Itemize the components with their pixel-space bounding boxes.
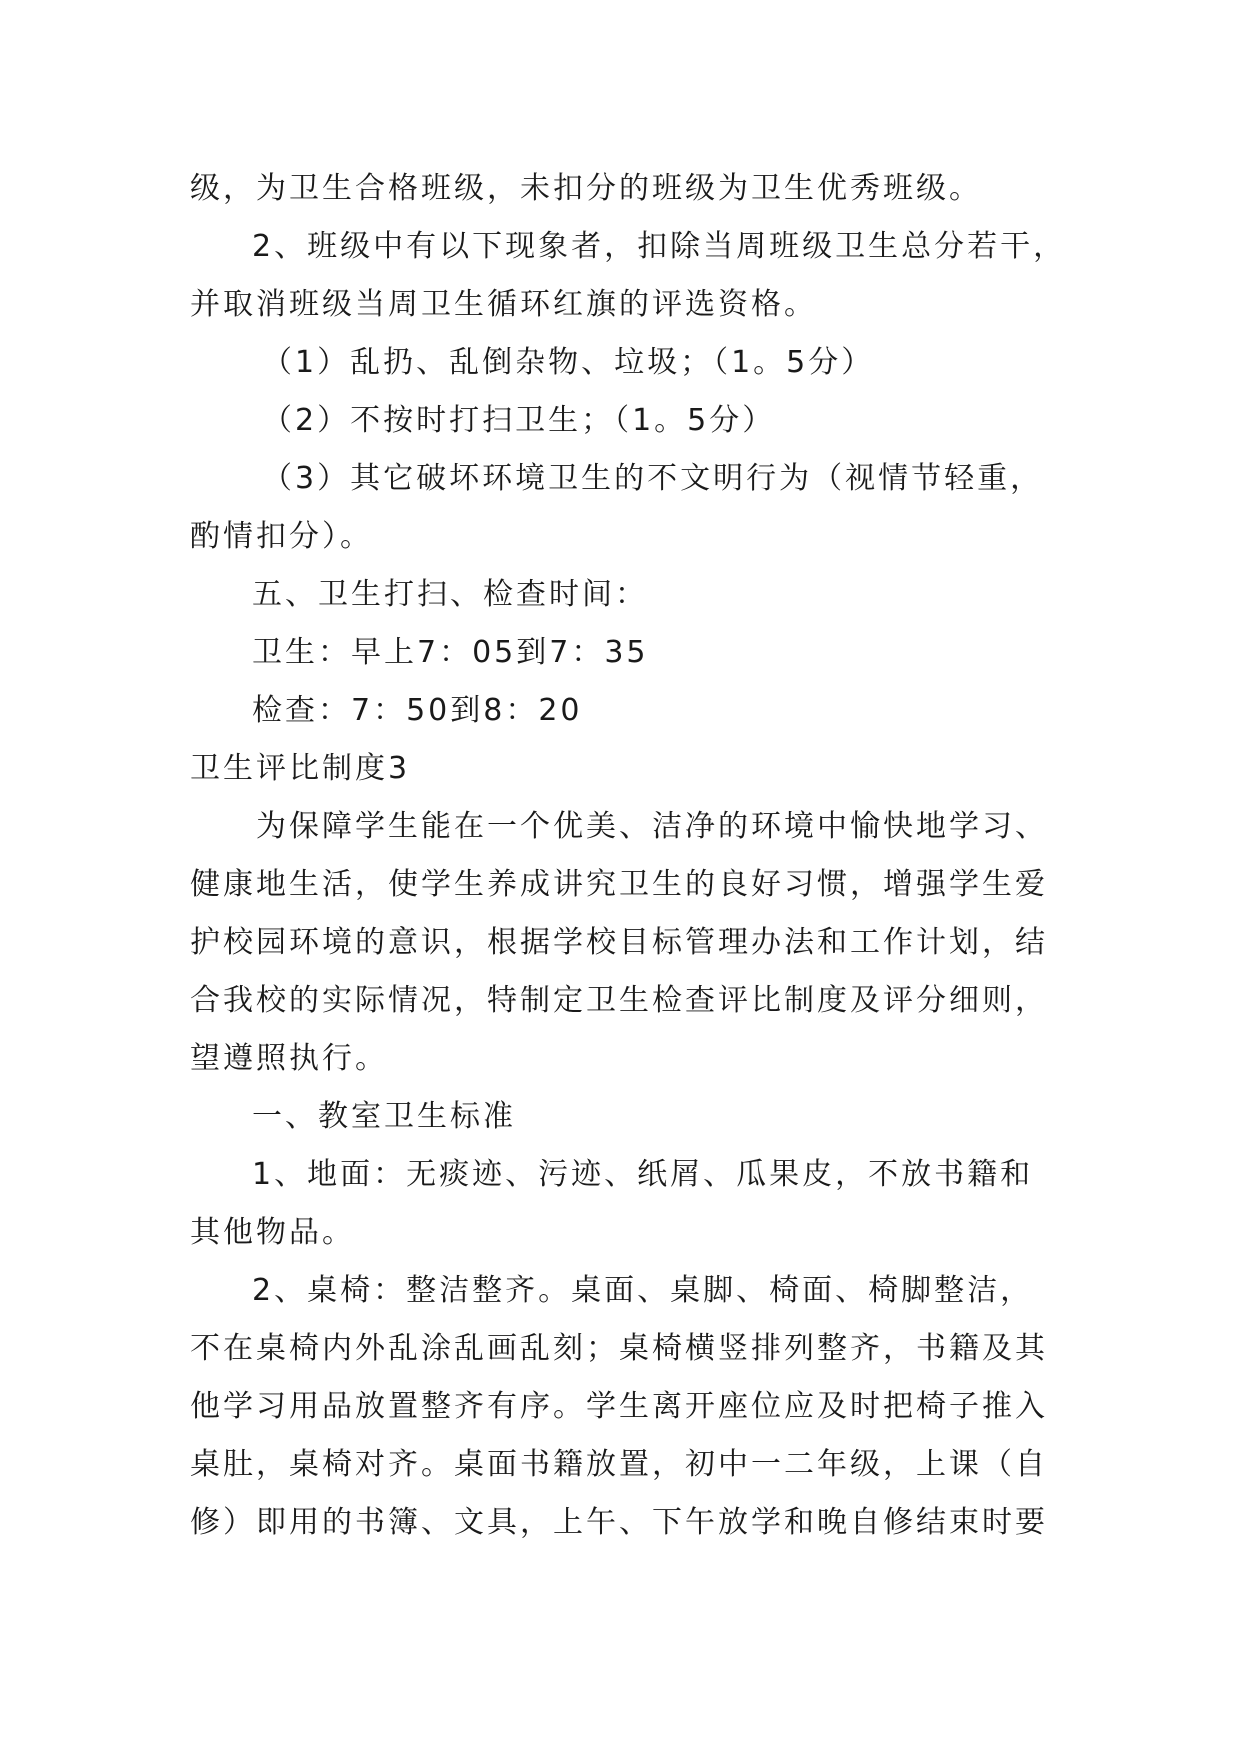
text-line: 酌情扣分）。 [190, 519, 373, 554]
text-line: 并取消班级当周卫生循环红旗的评选资格。 [190, 287, 817, 322]
text-line: 1、地面：无痰迹、污迹、纸屑、瓜果皮，不放书籍和 [252, 1157, 1034, 1192]
text-line: 望遵照执行。 [190, 1041, 388, 1076]
text-line: 不在桌椅内外乱涂乱画乱刻；桌椅横竖排列整齐，书籍及其 [190, 1331, 1048, 1366]
text-line: 他学习用品放置整齐有序。学生离开座位应及时把椅子推入 [190, 1389, 1048, 1424]
document-title: 卫生评比制度3 [190, 751, 411, 786]
text-line: 护校园环境的意识，根据学校目标管理办法和工作计划，结 [190, 925, 1048, 960]
text-line: 卫生：早上7：05到7：35 [252, 635, 649, 670]
text-line: 检查：7：50到8：20 [252, 693, 583, 728]
section-heading: 五、卫生打扫、检查时间： [252, 577, 648, 612]
text-line: 2、班级中有以下现象者，扣除当周班级卫生总分若干， [252, 229, 1067, 264]
text-line: 2、桌椅：整洁整齐。桌面、桌脚、椅面、椅脚整洁， [252, 1273, 1034, 1308]
section-heading: 一、教室卫生标准 [252, 1099, 516, 1134]
document-body [190, 160, 1070, 1552]
text-line: 修）即用的书簿、文具，上午、下午放学和晚自修结束时要 [190, 1505, 1048, 1540]
text-line: 级，为卫生合格班级，未扣分的班级为卫生优秀班级。 [190, 171, 982, 206]
text-line: 桌肚，桌椅对齐。桌面书籍放置，初中一二年级，上课（自 [190, 1447, 1048, 1482]
list-item: （2）不按时打扫卫生；（1。5分） [262, 403, 776, 438]
text-line: 其他物品。 [190, 1215, 355, 1250]
list-item: （1）乱扔、乱倒杂物、垃圾；（1。5分） [262, 345, 875, 380]
text-line: 为保障学生能在一个优美、洁净的环境中愉快地学习、 [256, 809, 1048, 844]
text-line: 健康地生活，使学生养成讲究卫生的良好习惯，增强学生爱 [190, 867, 1048, 902]
text-line: 合我校的实际情况，特制定卫生检查评比制度及评分细则， [190, 983, 1048, 1018]
list-item: （3）其它破坏环境卫生的不文明行为（视情节轻重， [262, 461, 1044, 496]
